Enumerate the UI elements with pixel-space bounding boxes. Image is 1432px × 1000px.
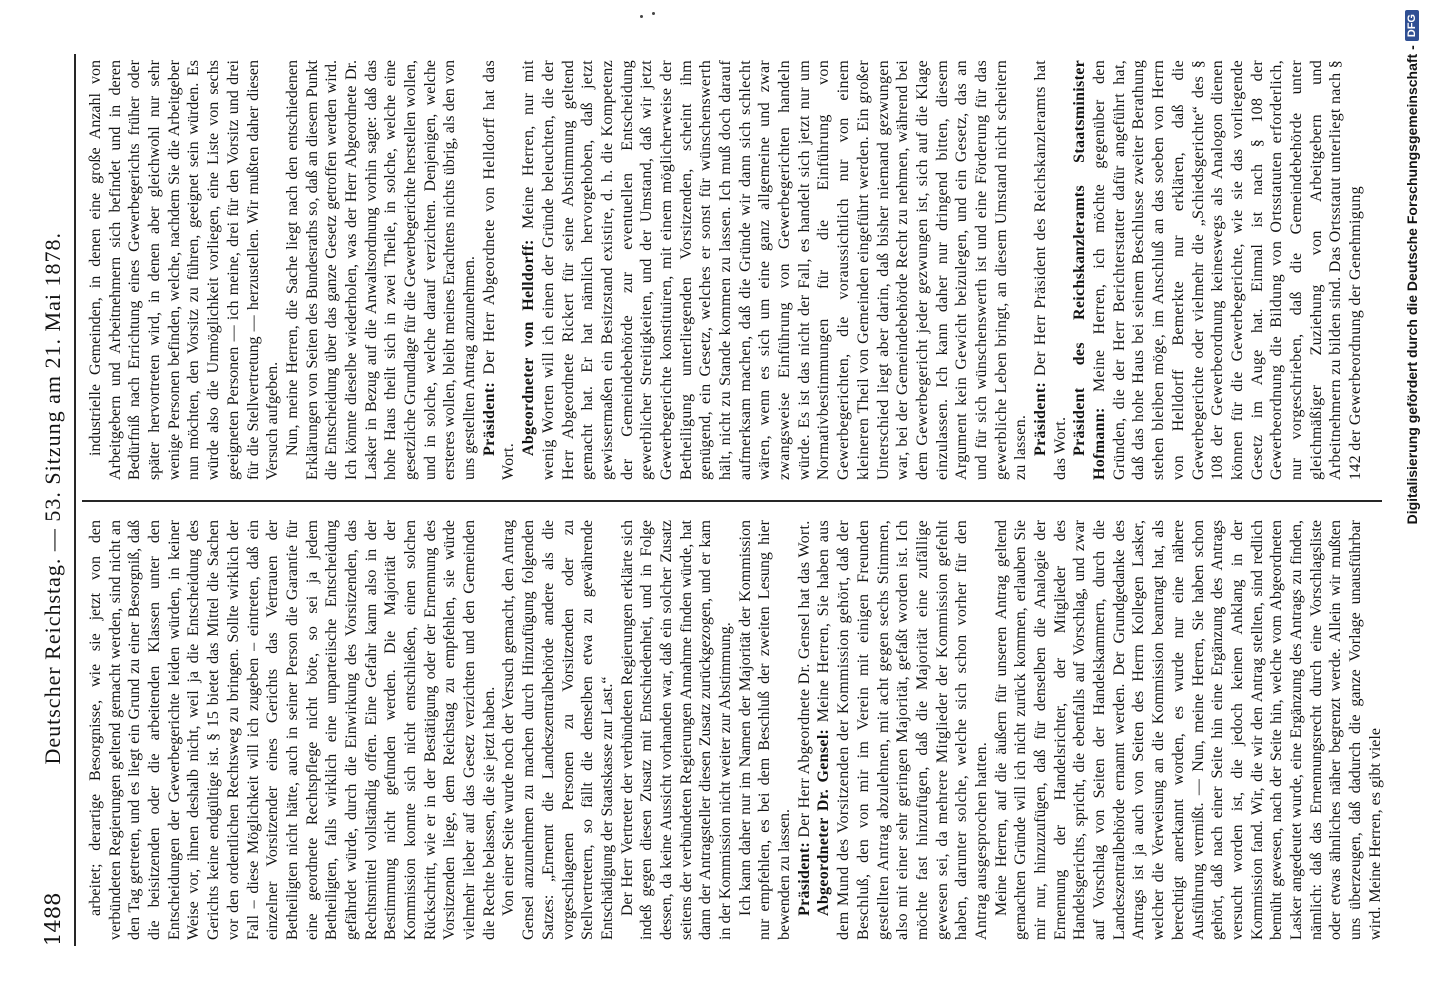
journal-title: Deutscher Reichstag. — 53. Sitzung am 21. Mai 1878. xyxy=(40,232,65,765)
speech-text: Der Herr Abgeordnete von Helldorff hat das Wort. xyxy=(480,60,518,480)
text-paragraph: arbeitet; derartige Besorgnisse, wie sie jetzt von den verbündeten Regierungen geltend gemacht werden, sind nicht an den Tag getreten, und es liegt ein Grund zu einer Besorgniß, daß die beisitzenden oder die arbeitenden Klassen unter den Entscheidungen der Gewerbegerichte leiden würden, in keiner Weise vor, ihnen deshalb nicht, weil ja die Entscheidung des Gerichts keine endgültige ist. § 15 bietet das Mittel die Sachen vor den ordentlichen Rechtsweg zu bringen. Sollte wirklich der Fall – diese Möglichkeit will ich zugeben – eintreten, daß ein einzelner Vorsitzender eines Gerichts das Vertrauen der Betheiligten nicht hätte, auch in seiner Person die Garantie für eine geordnete Rechtspflege nicht böte, so sei ja jedem Betheiligten, falls wirklich eine unparteiische Entscheidung gefährdet würde, durch die Einwirkung des Vorsitzenden, das Rechtsmittel vollständig offen. Eine Gefahr kann also in der Bestimmung nicht gefunden werden. Die Majorität der Kommission konnte sich nicht entschließen, einen solchen Rückschritt, wie er in der Bestätigung oder der Ernennung des Vorsitzenden liege, dem Reichstag zu empfehlen, sie würde vielmehr lieber auf das Gesetz verzichten und den Gemeinden die Rechte belassen, die sie jetzt haben. xyxy=(87,520,498,940)
speaker-paragraph xyxy=(795,520,815,940)
right-column xyxy=(86,60,1366,480)
speaker-label: Präsident: xyxy=(1032,381,1049,456)
text-paragraph: Der Herr Vertreter der verbündeten Regierungen erklärte sich indeß gegen diesen Zusatz mit Entschiedenheit, und in Folge dessen, da keine Aussicht vorhanden war, daß ein solcher Zusatz seitens der verbündeten Regierungen Annahme finden würde, hat dann der Antragsteller diesen Zusatz zurückgezogen, und er kam in der Kommission nicht weiter zur Abstimmung. xyxy=(618,520,734,940)
scan-speck xyxy=(640,15,643,18)
scan-speck xyxy=(652,12,655,15)
column-divider xyxy=(82,500,1382,502)
digitization-footer xyxy=(1404,10,1420,580)
speech-text: Meine Herren, nur mit wenig Worten will ich einen der Gründe beleuchten, die der Herr Abgeordnete Rickert für seine Abstimmung geltend gemacht hat. Er hat nämlich hervorgehoben, daß jetzt gewissermaßen ein Besitzstand existire, d. h. die Kompetenz der Gemeindebehörde zur eventuellen Entscheidung gewerblicher Streitigkeiten, und der Umstand, daß wir jetzt Gewerbegerichte konstituiren, mit einem möglicherweise der Betheiligung unterliegenden Vorsitzenden, scheint ihm genügend, ein Gesetz, welches er sonst für wünschenswerth hält, nicht zu Stande kommen zu lassen. Ich muß doch darauf aufmerksam machen, daß die Gründe wir dann sich schlecht wären, wenn es sich um eine ganz allgemeine und zwar zwangsweise Einführung von Gewerbegerichten handeln würde. Es ist das nicht der Fall, es handelt sich jetzt nur um Normativbestimmungen für die Einführung von Gewerbegerichten, die voraussichtlich nur von einem kleineren Theil von Gemeinden eingeführt werden. Ein großer Unterschied liegt aber darin, daß bisher niemand gezwungen war, bei der Gemeindebehörde Recht zu nehmen, während bei dem Gewerbegericht jeder gezwungen ist, sich auf die Klage einzulassen. Ich kann daher nur dringend bitten, diesem Argument kein Gewicht beizulegen, und ein Gesetz, das an und für sich wünschenswerth ist und eine Förderung für das gewerbliche Leben bringt, an diesem Umstand nicht scheitern zu lassen. xyxy=(520,60,1030,480)
speaker-label: Abgeordneter von Helldorff: xyxy=(520,239,538,456)
text-paragraph: Von einer Seite wurde noch der Versuch gemacht, den Antrag Gensel anzunehmen zu machen durch Hinzufügung folgenden Satzes: „Ernennt die Landeszentralbehörde andere als die vorgeschlagenen Personen zu Vorsitzenden oder zu Stellvertretern, so fällt die denselben etwa zu gewährende Entschädigung der Staatskasse zur Last.“ xyxy=(500,520,616,940)
digitization-note: Digitalisierung gefördert durch die Deutsche Forschungsgemeinschaft - xyxy=(1404,45,1420,525)
speaker-label: Abgeordneter Dr. Gensel: xyxy=(815,728,833,916)
header-rule xyxy=(74,54,76,946)
text-paragraph: industrielle Gemeinden, in denen eine große Anzahl von Arbeitgebern und Arbeitnehmern sich befindet und in deren Bedürfniß nach Errichtung eines Gewerbegerichts früher oder später hervortreten wird, in denen aber gleichwohl nur sehr wenige Personen befinden, welche, nachdem Sie die Arbeitgeber nun möchten, den Vorsitz zu führen, geeignet sein würden. Es würde also die Unmöglichkeit vorliegen, eine Liste von sechs geeigneten Personen — ich meine, drei für den Vorsitz und drei für die Stellvertretung — herzustellen. Wir mußten daher diesen Versuch aufgeben. xyxy=(87,60,282,480)
dfg-logo: DFG xyxy=(1405,10,1419,41)
speech-text: Meine Herren, Sie haben aus dem Mund des Vorsitzenden der Kommission gehört, daß der Beschluß, den von mir im Verein mit einigen Freunden gestellten Antrag abzulehnen, mit acht gegen sechs Stimmen, also mit einer sehr geringen Majorität, gefaßt worden ist. Ich möchte fast hinzufügen, daß die Majorität eine zufällige gewesen sei, da mehrere Mitglieder der Kommission gefehlt haben, darunter solche, welche sich schon vorher für den Antrag ausgesprochen hatten. xyxy=(815,520,990,940)
speaker-paragraph xyxy=(519,60,1031,480)
speaker-label: Präsident: xyxy=(480,381,498,456)
speech-text: Der Herr Abgeordnete Dr. Gensel hat das Wort. xyxy=(795,520,813,842)
text-paragraph: Ich kann daher nur im Namen der Majorität der Kommission nur empfehlen, es bei dem Beschluß der zweiten Lesung hier bewenden zu lassen. xyxy=(736,520,794,940)
speech-text: Der Herr Präsident des Reichskanzleramts hat das Wort. xyxy=(1032,60,1069,480)
left-column xyxy=(86,520,1385,940)
page-number: 1488 xyxy=(41,892,65,946)
text-paragraph: Nun, meine Herren, die Sache liegt nach den entschiedenen Erklärungen von Seiten des Bundesraths so, daß an diesem Punkt die Entscheidung über das ganze Gesetz getroffen werden wird. Ich könnte dieselbe wiederholen, was der Herr Abgeordnete Dr. Lasker in Bezug auf die Anwaltsordnung vorhin sagte: daß das hohe Haus theilt sich in zwei Theile, in solche, welche eine gesetzliche Grundlage für die Gewerbegerichte herstellen wollen, und in solche, welche darauf verzichten. Denjenigen, welche ersteres wollen, bleibt meines Erachtens nichts übrig, als den von uns gestellten Antrag anzunehmen. xyxy=(283,60,479,480)
speaker-paragraph xyxy=(814,520,991,940)
speech-text: Meine Herren, ich möchte gegenüber den Gründen, die der Herr Berichterstatter dafür angeführt hat, daß das hohe Haus bei seinem Beschlusse zweiter Berathung stehen bleiben möge, im Anschluß an das soeben von Herrn von Helldorff Bemerkte nur erklären, daß die Gewerbegerichte oder vielmehr die „Schiedsgerichte“ des § 108 der Gewerbeordnung keineswegs als Analogon dienen können für die Gewerbegerichte, wie sie das vorliegende Gesetz im Auge hat. Einmal ist nach § 108 der Gewerbeordnung die Bildung von Ortsstatuten erforderlich, nur vorgeschrieben, daß die Gemeindebehörde unter gleichmäßiger Zuziehung von Arbeitgebern und Arbeitnehmern zu bilden sind. Das Ortsstatut unterliegt nach § 142 der Gewerbeordnung der Genehmigung xyxy=(1091,60,1364,480)
speaker-paragraph xyxy=(480,60,519,480)
speaker-label: Präsident des Reichskanzleramts Staatsminister Hofmann: xyxy=(1071,60,1109,480)
speaker-paragraph xyxy=(1031,60,1070,480)
speaker-label: Präsident: xyxy=(795,841,813,916)
speaker-paragraph xyxy=(1070,60,1365,480)
text-paragraph: Meine Herren, auf die äußern für unseren Antrag geltend gemachten Gründe will ich nicht zurück kommen, erlauben Sie mir nur, hinzuzufügen, daß für denselben die Analogie der Ernennung der Handelsrichter, der Mitglieder des Handelsgerichts, spricht, die ebenfalls auf Vorschlag, und zwar auf Vorschlag von Seiten der Handelskammern, durch die Landeszentralbehörde ernannt werden. Der Grundgedanke des Antrags ist ja auch von Seiten des Herrn Kollegen Lasker, welcher die Verweisung an die Kommission beantragt hat, als berechtigt anerkannt worden, es wurde nur eine nähere Ausführung vermißt. — Nun, meine Herren, Sie haben schon gehört, daß nach einer Seite hin eine Ergänzung des Antrags versucht worden ist, die jedoch keinen Anklang in der Kommission fand. Wir, die wir den Antrag stellten, sind redlich bemüht gewesen, nach der Seite hin, welche vom Abgeordneten Lasker angedeutet wurde, eine Ergänzung des Antrags zu finden, nämlich: daß das Ernennungsrecht durch eine Vorschlagsliste oder etwas ähnliches näher begrenzt werde. Allein wir mußten uns überzeugen, daß dadurch die ganze Vorlage unausführbar wird. Meine Herren, es gibt viele xyxy=(992,520,1384,940)
page-header xyxy=(36,54,70,946)
